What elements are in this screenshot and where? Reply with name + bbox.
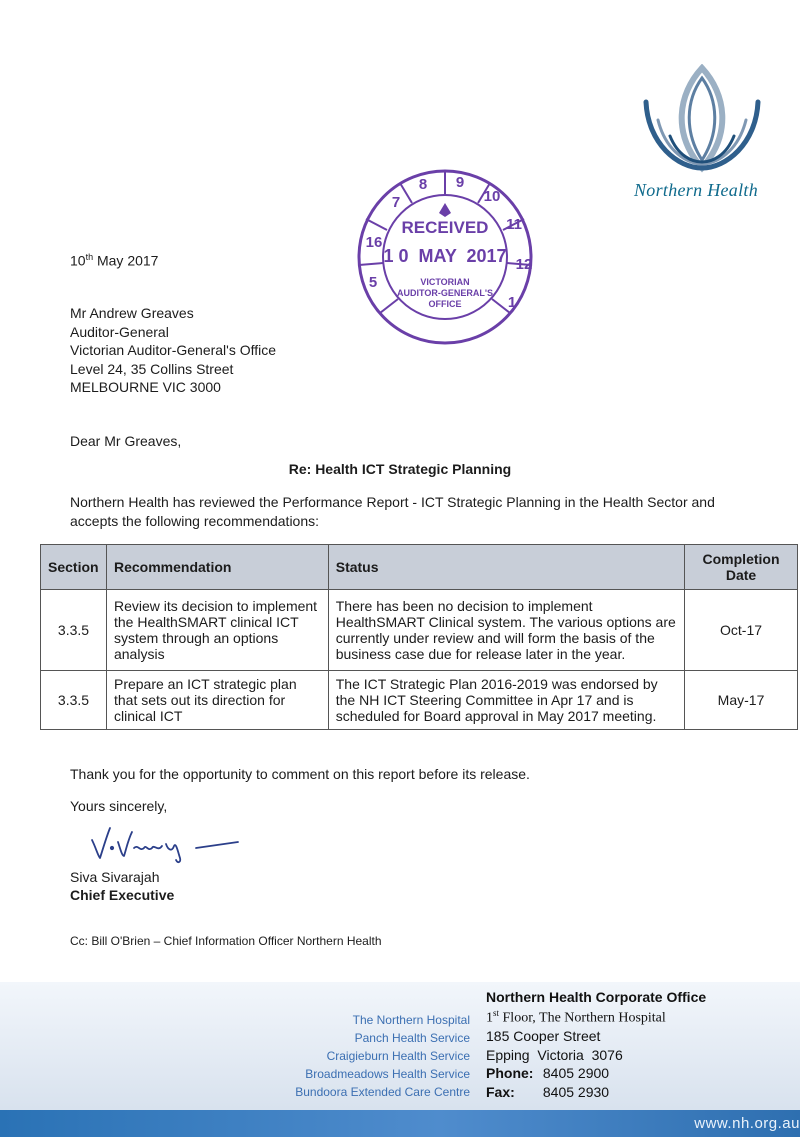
northern-health-logo <box>638 64 766 176</box>
site-item: Craigieburn Health Service <box>326 1049 470 1063</box>
cell-completion: May-17 <box>685 671 798 730</box>
header-recommendation: Recommendation <box>106 545 328 590</box>
recommendations-table <box>40 544 798 730</box>
date-rest: May 2017 <box>93 252 159 269</box>
crown-icon <box>439 203 451 217</box>
site-item: The Northern Hospital <box>352 1013 470 1027</box>
floor-suffix: st <box>493 1008 500 1018</box>
stamp-org: VICTORIAN <box>420 277 470 287</box>
cell-status: The ICT Strategic Plan 2016-2019 was endorsed by the NH ICT Steering Committee in Apr 17 and is scheduled for Board approval in May 2017 meeting. <box>328 671 684 730</box>
stamp-number: 11 <box>506 216 522 233</box>
address-line: Mr Andrew Greaves <box>70 305 194 321</box>
office-fax <box>486 1083 623 1102</box>
signer-name: Siva Sivarajah <box>70 869 160 885</box>
phone-number: 8405 2900 <box>542 1065 610 1081</box>
header-section: Section <box>41 545 107 590</box>
cell-section: 3.3.5 <box>41 590 107 671</box>
floor-rest: Floor, The Northern Hospital <box>499 1010 666 1026</box>
stamp-number: 9 <box>455 174 465 191</box>
stamp-org: AUDITOR-GENERAL'S <box>397 288 493 298</box>
stamp-number: 5 <box>368 274 378 291</box>
site-item: Broadmeadows Health Service <box>305 1067 470 1081</box>
office-city: Epping Victoria 3076 <box>486 1046 623 1063</box>
intro-paragraph: Northern Health has reviewed the Performance Report - ICT Strategic Planning in the Health Sector and accepts the following recommendations: <box>70 494 715 529</box>
site-item: Bundoora Extended Care Centre <box>295 1085 470 1099</box>
stamp-date: 1 0 MAY 2017 <box>383 246 507 266</box>
cell-recommendation: Review its decision to implement the HealthSMART clinical ICT system through an options analysis <box>106 590 328 671</box>
address-line: Victorian Auditor-General's Office <box>70 342 277 358</box>
received-stamp <box>340 165 550 350</box>
stamp-received: RECEIVED <box>401 218 489 237</box>
site-item: Panch Health Service <box>354 1031 470 1045</box>
salutation: Dear Mr Greaves, <box>70 433 182 449</box>
thanks-paragraph: Thank you for the opportunity to comment on this report before its release. <box>70 766 530 782</box>
date-day: 10 <box>70 252 86 269</box>
header-status: Status <box>328 545 684 590</box>
fax-label: Fax: <box>486 1083 515 1100</box>
stamp-number: 12 <box>515 256 533 273</box>
header-completion-date: Completion Date <box>685 545 798 590</box>
floor-number: 1 <box>486 1010 493 1026</box>
address-line: Auditor-General <box>70 323 169 340</box>
stamp-number: 16 <box>365 234 383 251</box>
footer-sites <box>295 1011 470 1101</box>
cell-status: There has been no decision to implement HealthSMART Clinical system. The various options are currently under review and will form the basis of the business case due for release later in the year. <box>328 590 684 671</box>
stamp-number: 8 <box>418 176 428 193</box>
fax-number: 8405 2930 <box>542 1083 610 1100</box>
table-row <box>41 671 798 730</box>
stamp-number: 1 <box>507 294 517 311</box>
address-line: MELBOURNE VIC 3000 <box>70 379 221 395</box>
signature <box>88 818 268 866</box>
stamp-number: 10 <box>483 188 501 205</box>
cc-line: Cc: Bill O'Brien – Chief Information Officer Northern Health <box>70 934 382 948</box>
logo-text: Northern Health <box>634 180 758 200</box>
signer-title: Chief Executive <box>70 887 175 903</box>
closing: Yours sincerely, <box>70 798 168 814</box>
stamp-number: 7 <box>391 194 401 211</box>
address-line: Level 24, 35 Collins Street <box>70 360 234 377</box>
office-floor <box>486 1008 666 1027</box>
phone-label: Phone: <box>486 1065 534 1081</box>
table-row <box>41 590 798 671</box>
office-contact <box>486 1027 623 1101</box>
office-title: Northern Health Corporate Office <box>486 989 707 1005</box>
office-phone <box>486 1064 623 1083</box>
stamp-org: OFFICE <box>428 299 462 309</box>
cell-recommendation: Prepare an ICT strategic plan that sets out its direction for clinical ICT <box>106 671 328 730</box>
cell-completion: Oct-17 <box>685 590 798 671</box>
table-header-row <box>41 545 798 590</box>
recipient-address <box>70 304 276 397</box>
office-street: 185 Cooper Street <box>486 1028 601 1044</box>
website-url: www.nh.org.au <box>694 1115 800 1132</box>
footer-bar <box>0 1110 800 1137</box>
cell-section: 3.3.5 <box>41 671 107 730</box>
subject-line: Re: Health ICT Strategic Planning <box>288 461 512 477</box>
letter-date <box>70 248 158 270</box>
date-suffix: th <box>85 252 94 262</box>
